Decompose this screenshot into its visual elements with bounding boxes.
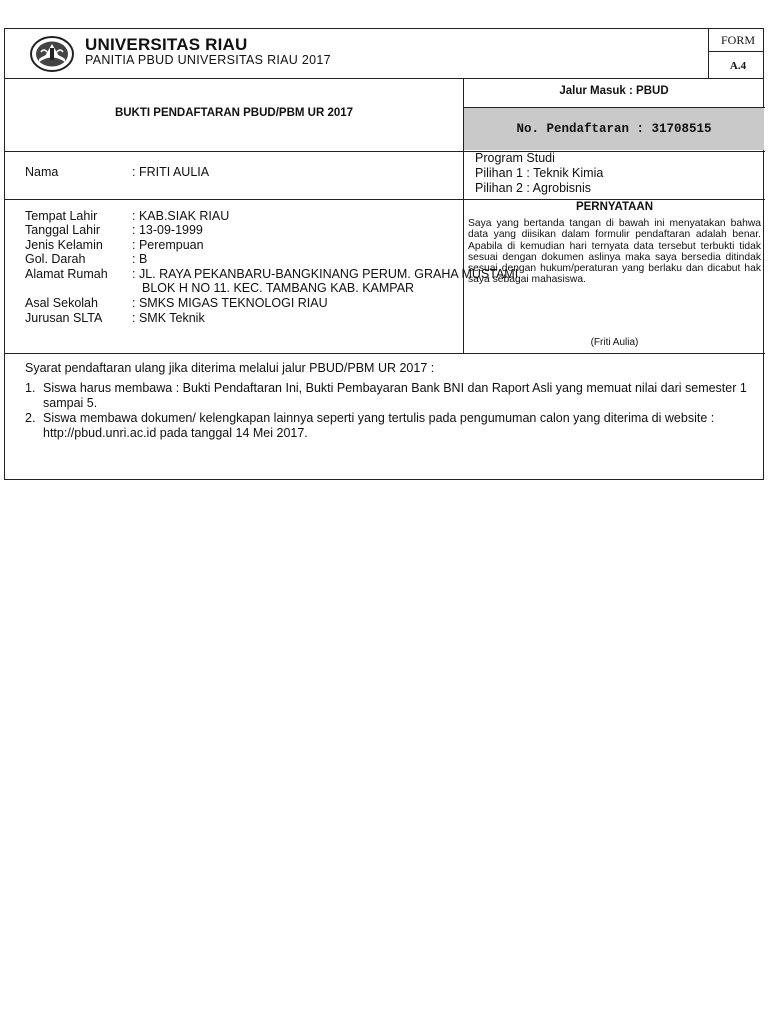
requirements-list: [25, 381, 755, 441]
divider: [708, 51, 764, 52]
field-value: : KAB.SIAK RIAU: [132, 209, 230, 223]
signature-name: (Friti Aulia): [590, 337, 639, 348]
requirements-intro: Syarat pendaftaran ulang jika diterima melalui jalur PBUD/PBM UR 2017 :: [25, 361, 435, 375]
divider: [708, 78, 764, 79]
list-item-text: Siswa membawa dokumen/ kelengkapan lainnya seperti yang tertulis pada pengumuman calon yang diterima di website : http://pbud.unri.ac.id pada tanggal 14 Mei 2017.: [43, 411, 715, 440]
field-label: Asal Sekolah: [25, 296, 98, 310]
registration-form: [4, 28, 764, 480]
field-value: : Perempuan: [132, 238, 204, 252]
list-item: [25, 411, 755, 440]
nama-label: Nama: [25, 165, 59, 179]
form-code: A.4: [729, 60, 747, 72]
field-label: Jenis Kelamin: [25, 238, 103, 252]
field-value: : 13-09-1999: [132, 223, 203, 237]
list-item-text: Siswa harus membawa : Bukti Pendaftaran Ini, Bukti Pembayaran Bank BNI dan Raport Asli yang memuat nilai dari semester 1 sampai 5.: [43, 381, 747, 410]
form-label: FORM: [720, 33, 755, 47]
university-seal-icon: [29, 35, 75, 73]
field-label: Jurusan SLTA: [25, 311, 103, 325]
field-value: : SMK Teknik: [132, 311, 205, 325]
document-title: BUKTI PENDAFTARAN PBUD/PBM UR 2017: [114, 107, 354, 119]
nama-value: : FRITI AULIA: [132, 165, 210, 179]
field-value: : B: [132, 252, 148, 266]
divider: [5, 78, 708, 79]
program-choice-1: Pilihan 1 : Teknik Kimia: [475, 166, 604, 180]
field-label: Tanggal Lahir: [25, 223, 101, 237]
divider: [5, 199, 765, 200]
field-value: BLOK H NO 11. KEC. TAMBANG KAB. KAMPAR: [142, 281, 415, 295]
committee-name: PANITIA PBUD UNIVERSITAS RIAU 2017: [85, 53, 331, 67]
list-item-number: 1.: [25, 381, 36, 395]
entry-path: Jalur Masuk : PBUD: [559, 85, 669, 97]
field-label: Gol. Darah: [25, 252, 86, 266]
program-title: Program Studi: [475, 151, 555, 165]
field-label: Alamat Rumah: [25, 267, 108, 281]
divider: [708, 29, 709, 78]
field-value: : SMKS MIGAS TEKNOLOGI RIAU: [132, 296, 328, 310]
statement-text: Saya yang bertanda tangan di bawah ini menyatakan bahwa data yang diisikan dalam formulir pendaftaran adalah benar. Apabila di kemudian hari ternyata data tersebut terbukti tidak sesuai dengan dokumen aslinya maka saya bersedia ditindak sesuai dengan hukum/peraturan yang berlaku dan dicabut hak saya sebagai mahasiswa.: [468, 218, 761, 286]
list-item-number: 2.: [25, 411, 36, 425]
program-choice-2: Pilihan 2 : Agrobisnis: [475, 181, 592, 195]
divider: [5, 151, 765, 152]
divider: [5, 353, 765, 354]
field-label: Tempat Lahir: [25, 209, 98, 223]
field-value: : JL. RAYA PEKANBARU-BANGKINANG PERUM. GRAHA MUSTAMI: [132, 267, 519, 281]
statement-title: PERNYATAAN: [575, 201, 654, 213]
university-name: UNIVERSITAS RIAU: [85, 35, 248, 54]
list-item: [25, 381, 755, 410]
registration-number: No. Pendaftaran : 31708515: [516, 122, 712, 136]
